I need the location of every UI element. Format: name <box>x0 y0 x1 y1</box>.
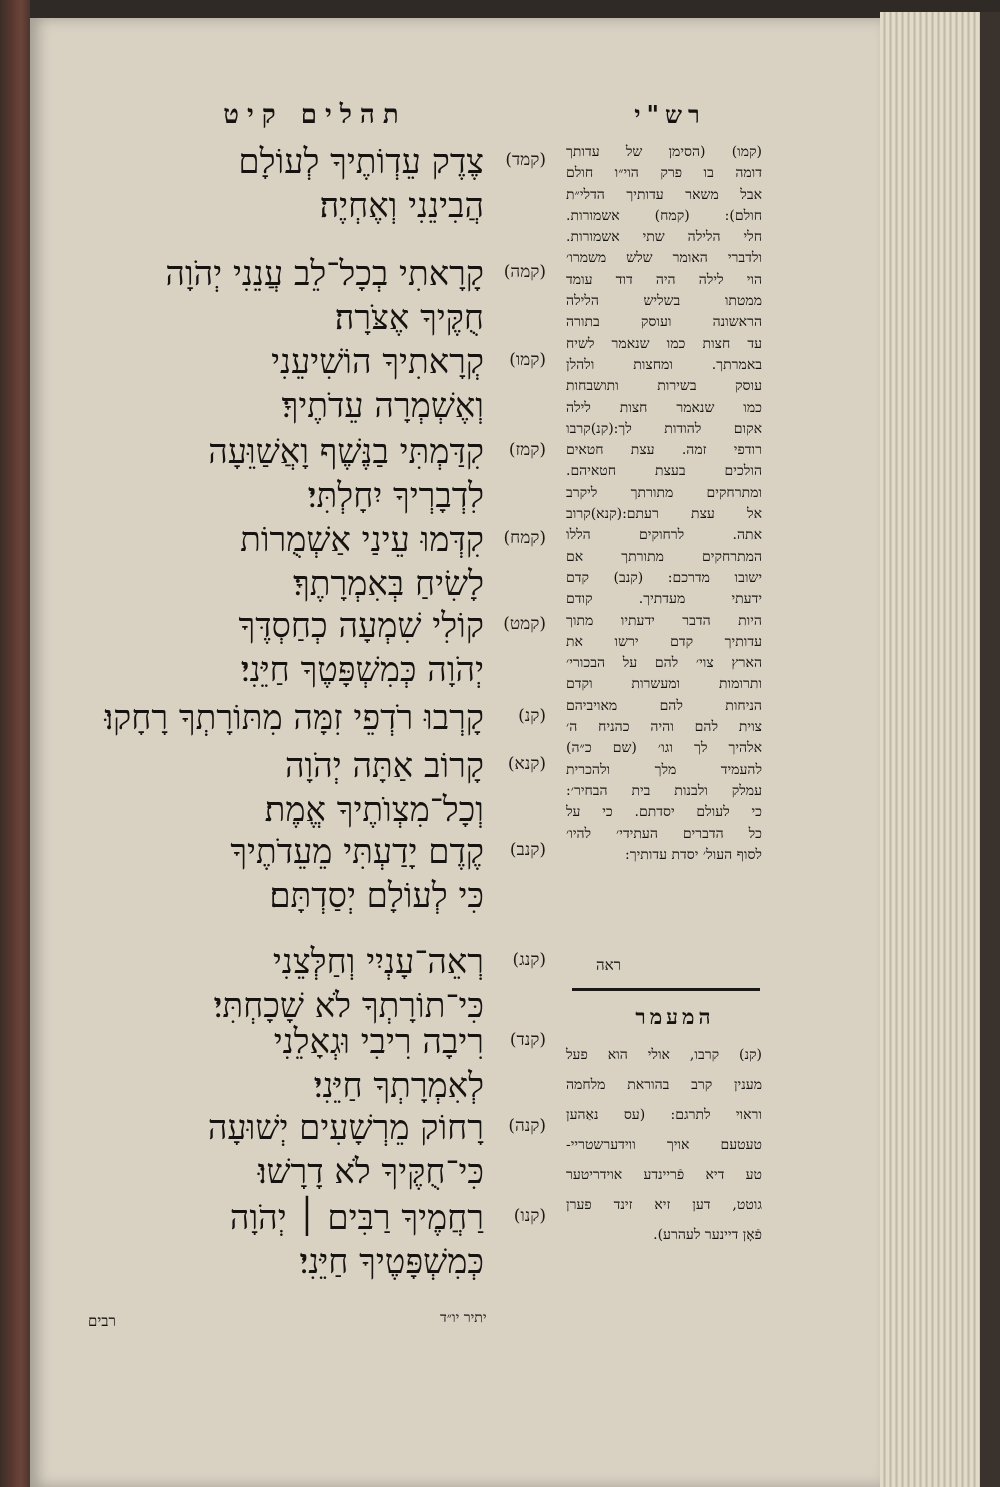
verse-number: (קנה) <box>508 1116 546 1136</box>
book-binding <box>0 0 30 1487</box>
rashi-catchword: ראה <box>596 956 621 974</box>
verse-line: קִדַּמְתִּי בַנֶּשֶׁף וָאֲשַׁוֵּעָה <box>208 432 484 472</box>
psalm-verse <box>56 696 546 740</box>
psalm-verse <box>56 604 546 692</box>
verse-number: (קנא) <box>507 754 546 774</box>
psalm-verse <box>56 744 546 832</box>
verse-number: (קמז) <box>508 440 546 460</box>
psalm-verse <box>56 1196 546 1284</box>
verse-line: קִדְּמוּ עֵינַי אַשְׁמֻרוֹת <box>240 520 484 560</box>
rashi-line: אתה. לרחוקים הללו <box>566 527 762 544</box>
verse-line: קוֹלִי שִׁמְעָה כְחַסְדֶּךָ <box>238 606 484 646</box>
rashi-line: חולם): (קמח) אשמורות. <box>566 207 762 224</box>
psalm-verse <box>56 140 546 228</box>
psalm-verse <box>56 430 546 518</box>
psalm-verse <box>56 940 546 1028</box>
verse-number: (קמט) <box>503 614 546 634</box>
verse-line: הֲבִינֵנִי וְאֶחְיֶה׃ <box>319 186 484 226</box>
rashi-line: ותרומות ומעשרות וקדם <box>566 676 762 693</box>
verse-line: כִּי־תוֹרָתְךָ לֹא שָׁכָחְתִּי׃ <box>213 986 484 1026</box>
psalm-verse <box>56 1106 546 1194</box>
meamer-line: וראוי לתרגם: (עס נאַהען <box>566 1107 762 1123</box>
rashi-line: כמו שנאמר חצות לילה <box>566 399 762 416</box>
rashi-line: עוסק בשירות ותושבחות <box>566 378 762 395</box>
verse-line: קָרָאתִי בְכָל־לֵב עֲנֵנִי יְהֹוָה <box>165 254 484 294</box>
verse-number: (קנג) <box>512 950 546 970</box>
verse-line: לָשִׂיחַ בְּאִמְרָתֶךָ׃ <box>293 564 484 604</box>
rashi-line: עדותיך קדם ירשו את <box>566 633 762 650</box>
meamer-header: המעמר <box>635 1004 715 1029</box>
rashi-line: הראשונה ועוסק בתורה <box>566 314 762 331</box>
rashi-line: המתרחקים מתורתך אם <box>566 548 762 565</box>
verse-line: כִּי לְעוֹלָם יְסַדְתָּם׃ <box>269 876 484 916</box>
rashi-line: אקום להודות לך:(קנ)קרבו <box>566 420 762 437</box>
rashi-line: ולדברי האומר שלש משמרו׳ <box>566 250 762 267</box>
rashi-line: אבל משאר עדותיך הדלי״ת <box>566 186 762 203</box>
rashi-commentary <box>566 142 762 866</box>
psalm-verse <box>56 340 546 428</box>
rashi-line: הולכים בעצת חטאיהם. <box>566 463 762 480</box>
psalms-header: תהלים קיט <box>223 100 407 130</box>
rashi-line: חלי הלילה שתי אשמורות. <box>566 229 762 246</box>
verse-number: (קמו) <box>509 350 546 370</box>
meamer-commentary <box>566 1040 762 1250</box>
signature-mark: יתיר יו״ד <box>440 1310 487 1326</box>
meamer-line: טע דיא פֿריינדע אוידריטער <box>566 1167 762 1183</box>
rashi-line: הניחות להם מאויביהם <box>566 697 762 714</box>
verse-line: רַחֲמֶיךָ רַבִּים ׀ יְהֹוָה <box>229 1198 484 1238</box>
rashi-line: כי לעולם יסדתם. כי על <box>566 804 762 821</box>
verse-line: רָחוֹק מֵרְשָׁעִים יְשׁוּעָה <box>207 1108 484 1148</box>
verse-line: וְכָל־מִצְוֺתֶיךָ אֱמֶת׃ <box>264 790 484 830</box>
rashi-line: (קמו) (הסימן של עדותך <box>566 144 762 160</box>
verse-number: (קנ) <box>518 706 546 726</box>
rashi-line: אל עצת רעתם:(קנא)קרוב <box>566 506 762 523</box>
psalm-verse <box>56 1020 546 1108</box>
verse-line: כְּמִשְׁפָּטֶיךָ חַיֵּנִי׃ <box>299 1242 484 1282</box>
rashi-line: ומתרחקים מתורתך ליקרב <box>566 484 762 501</box>
meamer-line: פֿאָן דיינער לעהרע). <box>653 1227 762 1243</box>
rashi-line: היות הדבר ידעתיו מתוך <box>566 612 762 629</box>
rashi-line: עמלק ולבנות בית הבחיר׳: <box>566 782 762 799</box>
rashi-line: דומה בו פרק הוי״ו חולם <box>566 165 762 182</box>
rashi-line: ממטתו בשליש הלילה <box>566 293 762 310</box>
rashi-line: באמרתך. ומחצות ולהלן <box>566 356 762 373</box>
rashi-line: רודפי זמה. עצת חטאים <box>566 442 762 459</box>
verse-line: רְאֵה־עָנְיִי וְחַלְּצֵנִי <box>272 942 484 982</box>
rashi-line: ידעתי מעדתיך. קודם <box>566 591 762 608</box>
verse-line: חֻקֶּיךָ אֶצֹּרָה׃ <box>334 298 484 338</box>
rashi-line: הוי לילה היה דוד עומד <box>566 271 762 288</box>
page-edges <box>880 12 980 1487</box>
verse-line: וְאֶשְׁמְרָה עֵדֹתֶיךָ׃ <box>281 386 484 426</box>
rashi-line: כל הדברים העתידי׳ להיו׳ <box>566 825 762 842</box>
meamer-line: טעטעם אויך ווידערשטריי- <box>566 1137 762 1153</box>
verse-number: (קמה) <box>503 262 546 282</box>
verse-line: צֶדֶק עֵדְוֹתֶיךָ לְעוֹלָם <box>238 142 484 182</box>
rashi-line: צוית להם והיה כהניח ה׳ <box>566 719 762 736</box>
verse-line: קֶדֶם יָדַעְתִּי מֵעֵדֹתֶיךָ <box>230 832 484 872</box>
commentary-divider <box>572 988 760 991</box>
rashi-line: להעמיד מלך ולהכרית <box>566 761 762 778</box>
verse-number: (קנו) <box>513 1206 546 1226</box>
verse-line: רִיבָה רִיבִי וּגְאָלֵנִי <box>273 1022 484 1062</box>
meamer-line: (קנ) קרבו, אולי הוא פעל <box>566 1047 762 1063</box>
psalm-verse <box>56 252 546 340</box>
verse-number: (קמד) <box>505 150 546 170</box>
verse-line: לְאִמְרָתְךָ חַיֵּנִי׃ <box>313 1066 484 1106</box>
meamer-line: גוטט, דען זיא זינד פערן <box>566 1197 762 1213</box>
rashi-line: עד חצות כמו שנאמר לשיח <box>566 335 762 352</box>
verse-number: (קנד) <box>509 1030 546 1050</box>
verse-line: קָרְבוּ רֹדְפֵי זִמָּה מִתּוֹרָתְךָ רָחָקוּ׃ <box>104 698 484 738</box>
psalm-verse <box>56 518 546 606</box>
rashi-line: לסוף העול׳ יסדת עדותיך: <box>625 846 762 863</box>
verse-line: לִדְבָרְיךָ יִחָלְתִּי׃ <box>307 476 484 516</box>
rashi-line: הארץ צוי׳ להם על הבכורי׳ <box>566 655 762 672</box>
verse-line: כִּי־חֻקֶּיךָ לֹא דָרָשׁוּ׃ <box>257 1152 484 1192</box>
psalm-verse <box>56 830 546 918</box>
verse-line: יְהֹוָה כְּמִשְׁפָּטֶךָ חַיֵּנִי׃ <box>240 650 484 690</box>
rashi-header: רש"י <box>634 100 706 129</box>
page-catchword: רבים <box>88 1312 116 1330</box>
verse-number: (קמח) <box>503 528 546 548</box>
verse-number: (קנב) <box>509 840 546 860</box>
page-edges-shadow <box>980 12 1000 1487</box>
verse-line: קָרוֹב אַתָּה יְהֹוָה <box>284 746 484 786</box>
verse-line: קְרָאתִיךָ הוֹשִׁיעֵנִי <box>271 342 484 382</box>
meamer-line: מענין קרב בהוראת מלחמה <box>566 1077 762 1093</box>
rashi-line: אלהיך לך וגו׳ (שם כ״ה) <box>566 740 762 757</box>
rashi-line: ישובו מדרכם: (קנב) קדם <box>566 569 762 586</box>
